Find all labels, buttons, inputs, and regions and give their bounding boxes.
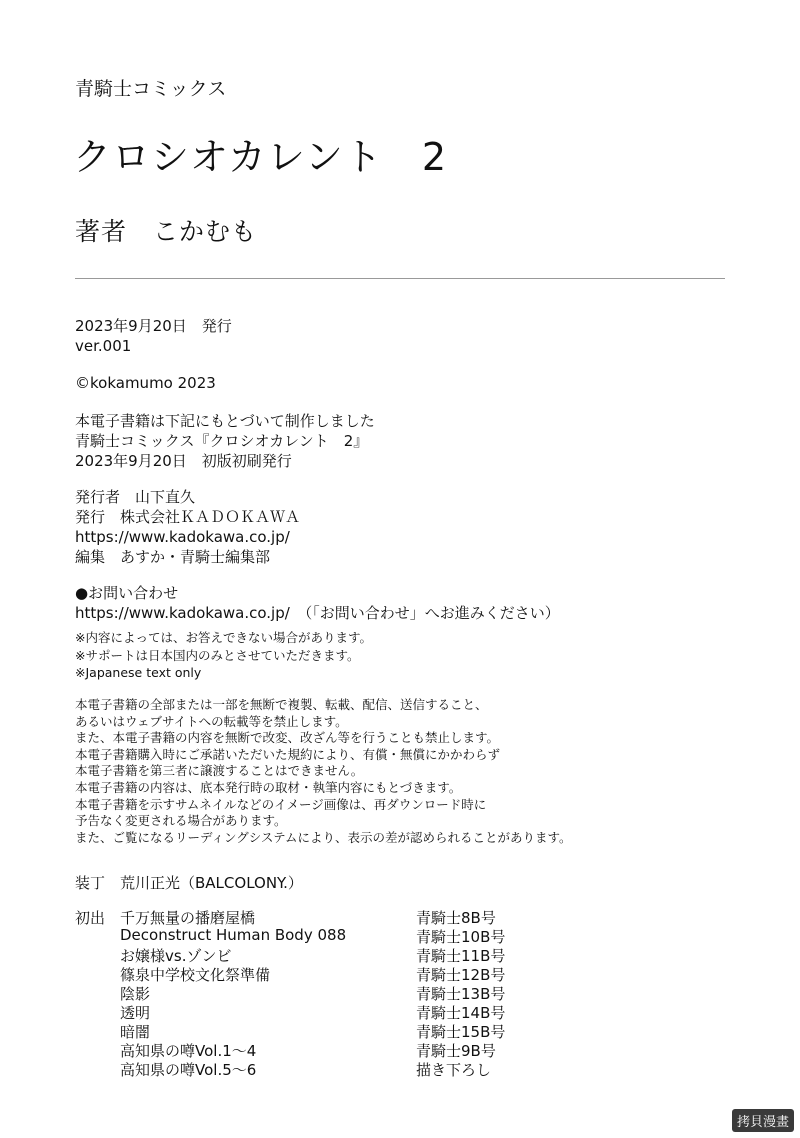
inquiry-block	[75, 583, 560, 623]
basis-line: 本電子書籍は下記にもとづいて制作しました	[75, 412, 375, 430]
notice-line: 本電子書籍購入時にご承諾いただいた規約により、有償・無償にかかわらず	[75, 746, 501, 762]
book-title: クロシオカレント 2	[73, 135, 448, 179]
list-item	[120, 926, 640, 945]
inquiry-url: https://www.kadokawa.co.jp/ （「お問い合わせ」へお進みください）	[75, 604, 560, 622]
issue: 描き下ろし	[416, 1061, 492, 1079]
release-info	[75, 316, 232, 356]
list-item	[120, 945, 640, 964]
design-credit: 装丁 荒川正光（BALCOLONY.）	[75, 874, 303, 892]
notice-line: 本電子書籍の内容は、底本発行時の取材・執筆内容にもとづきます。	[75, 779, 462, 795]
work-title: Deconstruct Human Body 088	[120, 926, 347, 944]
notice-line: 予告なく変更される場合があります。	[75, 813, 287, 829]
work-title: 高知県の噂Vol.1〜4	[120, 1042, 257, 1060]
list-item	[120, 964, 640, 983]
divider	[75, 278, 725, 279]
inquiry-note: ※Japanese text only	[75, 665, 202, 680]
basis-line: 青騎士コミックス『クロシオカレント 2』	[75, 432, 369, 450]
notice-line: また、本電子書籍の内容を無断で改変、改ざん等を行うことも禁止します。	[75, 730, 500, 746]
imprint-label: 青騎士コミックス	[75, 78, 227, 100]
notice-line: あるいはウェブサイトへの転載等を禁止します。	[75, 713, 348, 729]
basis-line: 2023年9月20日 初版初刷発行	[75, 452, 292, 470]
publisher-person: 発行者 山下直久	[75, 488, 196, 506]
publisher-block	[75, 487, 300, 567]
author-line: 著者 こかむも	[75, 217, 258, 246]
issue: 青騎士13B号	[416, 985, 506, 1003]
inquiry-heading: ●お問い合わせ	[75, 584, 179, 602]
publisher-company: 発行 株式会社ＫＡＤＯＫＡＷＡ	[75, 508, 301, 526]
work-title: 暗闇	[120, 1023, 151, 1041]
work-title: 篠泉中学校文化祭準備	[120, 966, 271, 984]
issue: 青騎士9B号	[416, 1042, 496, 1060]
basis-block	[75, 411, 375, 471]
list-item	[120, 1021, 640, 1040]
copyright-block	[75, 373, 216, 393]
issue: 青騎士11B号	[416, 947, 506, 965]
issue: 青騎士8B号	[416, 909, 496, 927]
notice-line: 本電子書籍を示すサムネイルなどのイメージ画像は、再ダウンロード時に	[75, 796, 487, 812]
issue: 青騎士12B号	[416, 966, 506, 984]
design-block	[75, 873, 303, 893]
issue: 青騎士15B号	[416, 1023, 506, 1041]
work-title: お嬢様vs.ゾンビ	[120, 947, 232, 965]
list-item	[120, 907, 640, 926]
list-item	[120, 1002, 640, 1021]
work-title: 高知県の噂Vol.5〜6	[120, 1061, 257, 1079]
release-date: 2023年9月20日 発行	[75, 317, 232, 335]
inquiry-notes	[75, 629, 372, 682]
notice-line: 本電子書籍を第三者に譲渡することはできません。	[75, 763, 364, 779]
notices-block	[75, 697, 572, 846]
list-item	[120, 1040, 640, 1059]
copyright: ©kokamumo 2023	[75, 374, 216, 392]
first-appearance-heading: 初出	[75, 909, 106, 927]
issue: 青騎士14B号	[416, 1004, 506, 1022]
inquiry-note: ※サポートは日本国内のみとさせていただきます。	[75, 647, 360, 663]
work-title: 千万無量の播磨屋橋	[120, 909, 256, 927]
notice-line: 本電子書籍の全部または一部を無断で複製、転載、配信、送信すること、	[75, 697, 488, 712]
site-watermark: 拷貝漫畫	[732, 1109, 794, 1132]
notice-line: また、ご覧になるリーディングシステムにより、表示の差が認められることがあります。	[75, 829, 572, 845]
work-title: 透明	[120, 1004, 151, 1022]
list-item	[120, 983, 640, 1002]
publisher-url: https://www.kadokawa.co.jp/	[75, 528, 290, 546]
version: ver.001	[75, 337, 132, 355]
list-item	[120, 1059, 640, 1078]
work-title: 陰影	[120, 985, 151, 1003]
editor-line: 編集 あすか・青騎士編集部	[75, 548, 271, 566]
inquiry-note: ※内容によっては、お答えできない場合があります。	[75, 630, 372, 645]
issue: 青騎士10B号	[416, 928, 506, 946]
